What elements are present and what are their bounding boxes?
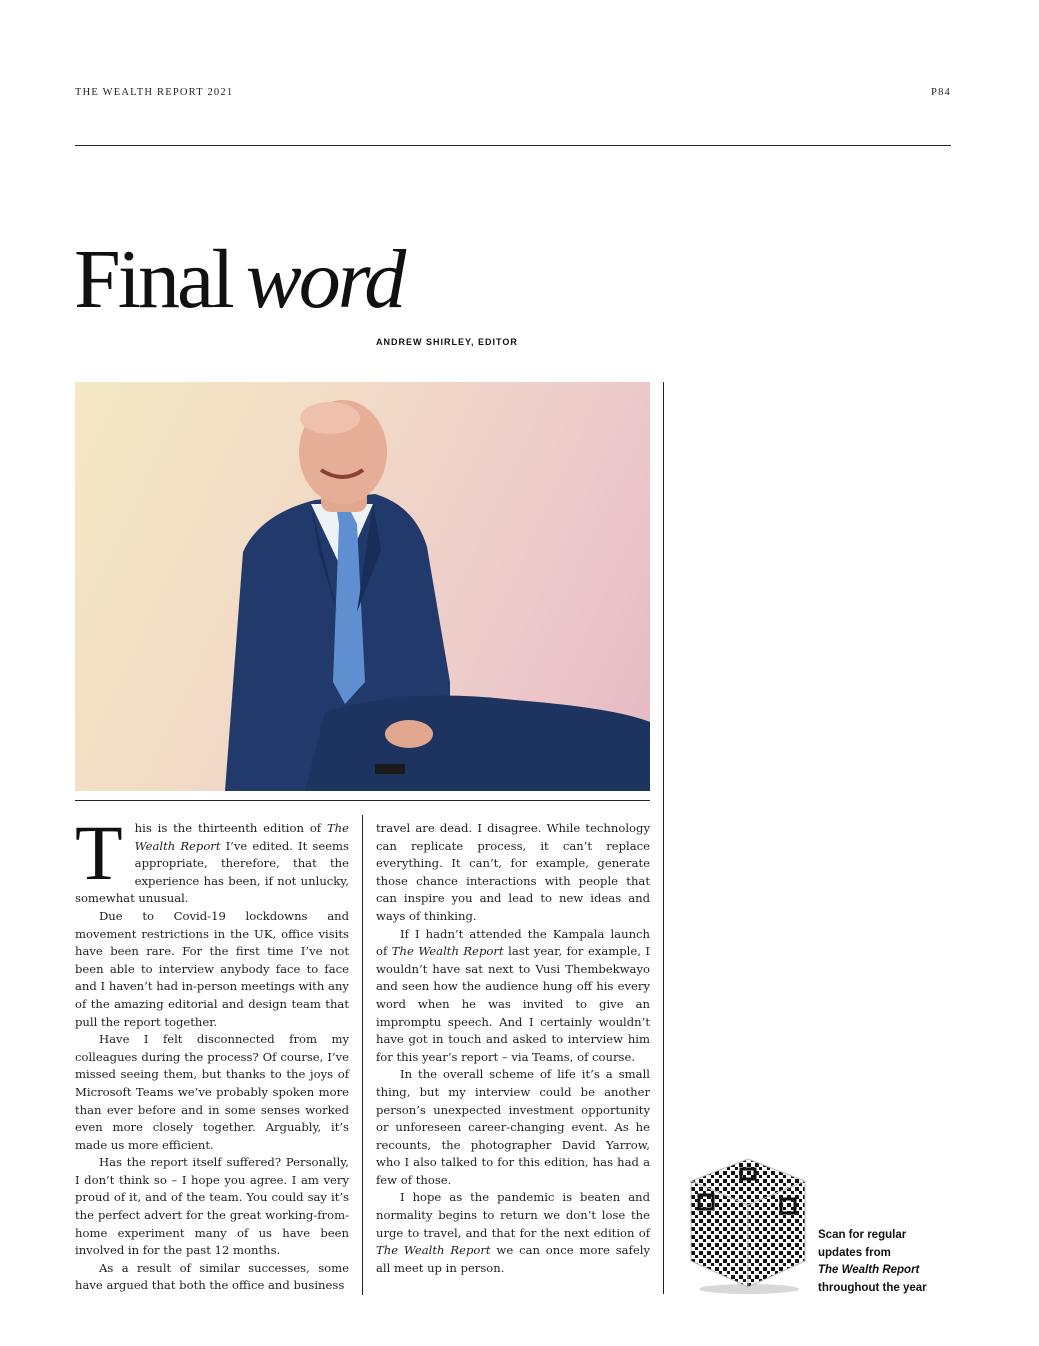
column-divider-middle bbox=[362, 815, 363, 1295]
paragraph bbox=[376, 1189, 650, 1277]
qr-caption-line: throughout the year bbox=[818, 1281, 927, 1294]
paragraph bbox=[376, 926, 650, 1067]
paragraph-text: I’ve edited. It seems appropriate, therefore, that the experience has been, if not unlucky, somewhat unusual. bbox=[75, 838, 349, 906]
paragraph: As a result of similar successes, some have argued that both the office and business bbox=[75, 1260, 349, 1293]
paragraph: Has the report itself suffered? Personally, I don’t think so – I hope you agree. I am very proud of it, and of the team. You could say it’s the perfect advert for the great working-from-home experiment many of us have been involved in for the past 12 months. bbox=[75, 1155, 349, 1258]
paragraph: Have I felt disconnected from my colleagues during the process? Of course, I’ve missed seeing them, but thanks to the joys of Microsoft Teams we’ve probably spoken more than ever before and in some senses worked even more closely together. Arguably, it’s made us more efficient. bbox=[75, 1032, 349, 1152]
drop-cap: T bbox=[75, 809, 123, 896]
paragraph: travel are dead. I disagree. While technology can replicate process, it can’t replace everything. It can’t, for example, generate those chance interactions with people that can inspire you and lead to new ideas and ways of thinking. bbox=[376, 821, 650, 923]
qr-caption-line: updates from bbox=[818, 1246, 891, 1259]
publication-title: THE WEALTH REPORT 2021 bbox=[75, 87, 234, 98]
paragraph-text: I hope as the pandemic is beaten and normality begins to return we don’t lose the urge to travel, and that for the next edition of bbox=[376, 1190, 650, 1240]
qr-code-cube-icon[interactable] bbox=[683, 1155, 813, 1295]
title-italic: word bbox=[245, 233, 404, 326]
paragraph: In the overall scheme of life it’s a small thing, but my interview could be another person’s unexpected investment opportunity or unforeseen career-changing event. As he recounts, the photographer David Yarrow, who I also talked to for this edition, has had a few of those. bbox=[376, 1067, 650, 1187]
header-divider bbox=[75, 145, 951, 146]
column-divider-right bbox=[663, 382, 664, 1294]
qr-caption-line: Scan for regular bbox=[818, 1229, 907, 1241]
article-column-2 bbox=[376, 820, 650, 1277]
paragraph: Due to Covid-19 lockdowns and movement restrictions in the UK, office visits have been rare. For the first time I’ve not been able to interview anybody face to face and I haven’t had in-person meetings with any of the amazing editorial and design team that pull the report together. bbox=[75, 908, 349, 1029]
byline: ANDREW SHIRLEY, EDITOR bbox=[376, 337, 518, 347]
paragraph-text: we can once more safely all meet up in person. bbox=[376, 1243, 650, 1275]
paragraph-text: last year, for example, I wouldn’t have sat next to Vusi Thembekwayo and seen how the audience hung off his every word when he was invited to give an impromptu speech. And I certainly wouldn’t have got in touch and asked to interview him for this year’s report – via Teams, of course. bbox=[376, 944, 651, 1064]
photo-divider bbox=[75, 800, 650, 801]
paragraph-text: If I hadn’t attended the Kampala launch of bbox=[376, 926, 650, 959]
article-title bbox=[74, 233, 404, 326]
qr-caption bbox=[818, 1227, 927, 1297]
publication-name: The Wealth Report bbox=[391, 944, 504, 959]
publication-name: The Wealth Report bbox=[376, 1243, 491, 1258]
article-column-1 bbox=[75, 809, 349, 1295]
title-roman: Final bbox=[74, 233, 232, 326]
paragraph-text: his is the thirteenth edition of bbox=[134, 821, 327, 835]
page-number: P84 bbox=[931, 87, 951, 98]
paragraph bbox=[75, 809, 349, 908]
editor-portrait-image bbox=[75, 382, 650, 791]
publication-name: The Wealth Report bbox=[134, 821, 349, 853]
qr-caption-line: The Wealth Report bbox=[818, 1264, 920, 1276]
